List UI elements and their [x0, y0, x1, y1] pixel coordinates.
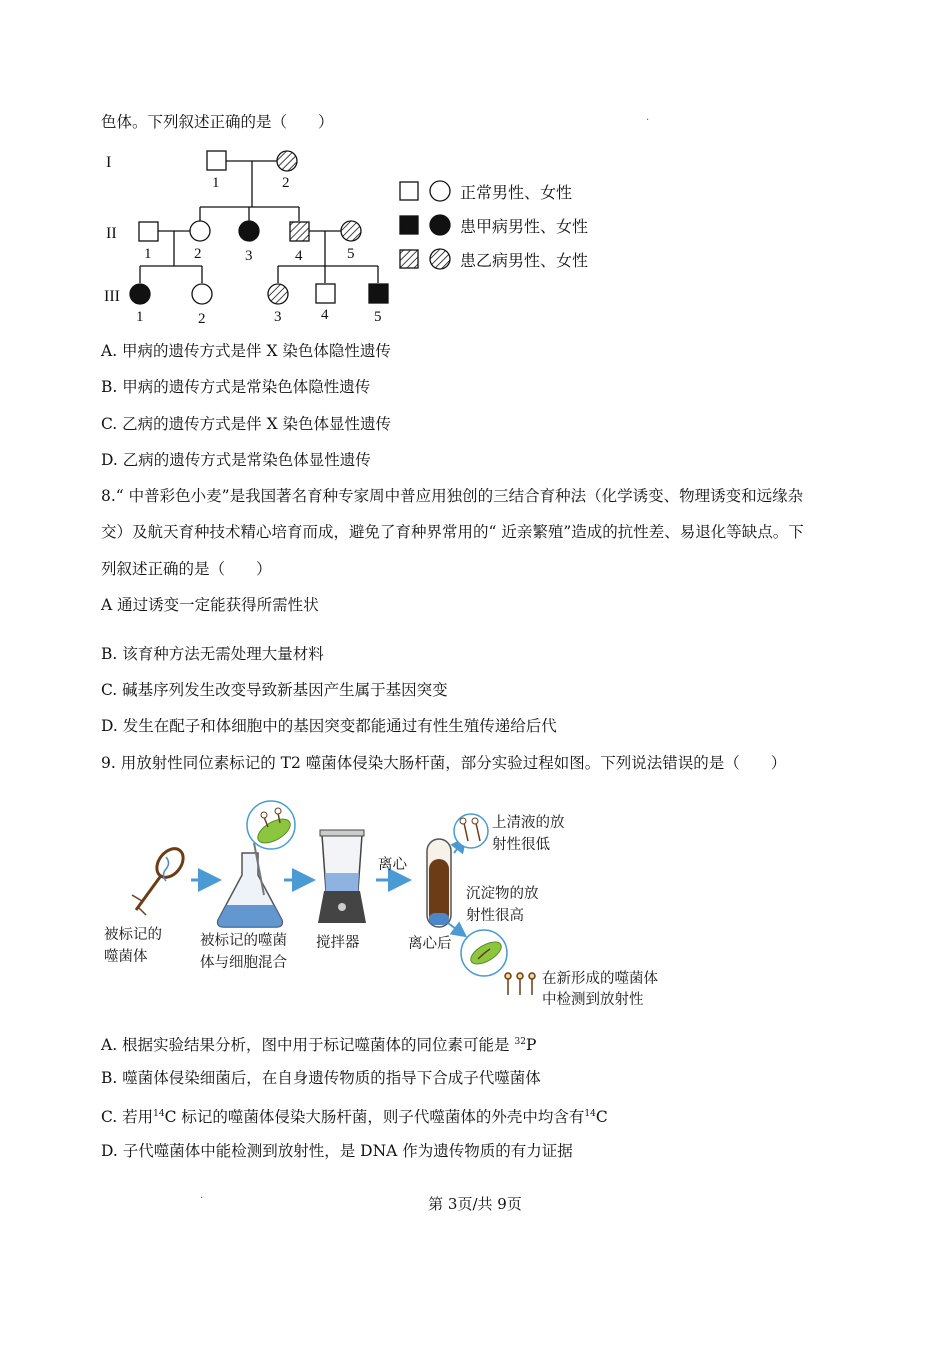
- q8-stem-line-2: 交）及航天育种技术精心培育而成，避免了育种界常用的“ 近亲繁殖”造成的抗性差、易退化等缺点。下: [101, 523, 804, 541]
- q7-option-a: A. 甲病的遗传方式是伴 X 染色体隐性遗传: [101, 342, 391, 360]
- pedigree-num-II-4: 4: [295, 248, 303, 264]
- q9-option-c-sup1: 14: [153, 1109, 165, 1119]
- centrifuge-tube-icon: [427, 839, 451, 927]
- fig-label-labeled-phage-2: 噬菌体: [104, 949, 148, 965]
- legend-disease-b-symbols: [398, 248, 452, 270]
- fig-label-supernatant-1: 上清液的放: [492, 815, 565, 831]
- q8-option-d: D. 发生在配子和体细胞中的基因突变都能通过有性生殖传递给后代: [101, 717, 557, 735]
- q9-option-d: D. 子代噬菌体中能检测到放射性，是 DNA 作为遗传物质的有力证据: [101, 1142, 573, 1160]
- generation-label-1: I: [106, 154, 112, 171]
- pedigree-II-3-disease-a-female: [239, 221, 259, 241]
- q9-option-a-element: P: [525, 1036, 537, 1055]
- legend-disease-a-label: 患甲病男性、女性: [460, 216, 589, 236]
- pedigree-I-2-disease-b-female: [277, 151, 297, 171]
- pedigree-III-4-normal-male: [316, 284, 335, 303]
- pedigree-II-2-normal-female: [190, 221, 210, 241]
- fig-label-stirrer: 搅拌器: [316, 935, 360, 951]
- pedigree-chart: [96, 143, 396, 328]
- pedigree-num-II-5: 5: [347, 246, 355, 262]
- fig-label-new-1: 在新形成的噬菌体: [542, 971, 658, 987]
- q8-option-a: A 通过诱变一定能获得所需性状: [101, 596, 319, 614]
- pedigree-legend: [398, 174, 588, 276]
- pedigree-num-I-1: 1: [212, 175, 220, 191]
- q9-option-c: [101, 1104, 608, 1127]
- legend-disease-a-symbols: [398, 214, 452, 236]
- pedigree-III-1-disease-a-female: [130, 284, 150, 304]
- q9-option-a: [101, 1032, 536, 1055]
- pedigree-num-II-3: 3: [245, 248, 253, 264]
- q9-option-a-text: A. 根据实验结果分析，图中用于标记噬菌体的同位素可能是: [101, 1036, 515, 1055]
- generation-label-3: III: [104, 288, 120, 305]
- pedigree-num-III-1: 1: [136, 309, 144, 325]
- q8-option-b: B. 该育种方法无需处理大量材料: [101, 645, 324, 663]
- q9-option-b: B. 噬菌体侵染细菌后，在自身遗传物质的指导下合成子代噬菌体: [101, 1069, 541, 1087]
- pedigree-III-2-normal-female: [192, 284, 212, 304]
- fig-label-centrifuge: 离心: [378, 857, 407, 873]
- legend-row-disease-a: [398, 208, 588, 242]
- legend-normal-symbols: [398, 180, 452, 202]
- fig-label-labeled-phage-1: 被标记的: [104, 927, 162, 943]
- labeled-phage-icon: [132, 844, 189, 915]
- pedigree-num-II-1: 1: [144, 246, 152, 262]
- pedigree-num-III-2: 2: [198, 311, 206, 327]
- pedigree-num-III-4: 4: [321, 307, 329, 323]
- q9-option-a-sup: 32: [514, 1037, 526, 1047]
- q7-option-c: C. 乙病的遗传方式是伴 X 染色体显性遗传: [101, 415, 392, 433]
- q9-option-c-post: C: [595, 1108, 608, 1127]
- legend-disease-b-label: 患乙病男性、女性: [460, 250, 589, 270]
- q9-option-c-pre: C. 若用: [101, 1108, 154, 1127]
- pedigree-III-3-disease-b-female: [268, 284, 288, 304]
- new-phages-icon: [505, 973, 535, 995]
- q9-option-c-mid: C 标记的噬菌体侵染大肠杆菌，则子代噬菌体的外壳中均含有: [164, 1108, 585, 1127]
- pedigree-num-III-3: 3: [274, 309, 282, 325]
- fig-label-sediment-1: 沉淀物的放: [466, 886, 539, 902]
- pedigree-II-4-disease-b-male: [290, 222, 309, 241]
- page-footer: 第 3页/共 9页: [428, 1195, 522, 1213]
- q8-stem-line-3: 列叙述正确的是（ ）: [101, 560, 272, 578]
- phage-experiment-figure: [96, 795, 696, 1015]
- fig-label-mix-1: 被标记的噬菌: [200, 933, 287, 949]
- fig-label-after-centrifuge: 离心后: [408, 936, 452, 952]
- flask-icon: [218, 843, 283, 927]
- decorative-dot-2: .: [200, 1190, 204, 1201]
- fig-label-mix-2: 体与细胞混合: [200, 955, 287, 971]
- pedigree-II-1-normal-male: [139, 222, 158, 241]
- fig-label-supernatant-2: 射性很低: [492, 837, 550, 853]
- generation-label-2: II: [106, 225, 117, 242]
- q7-option-d: D. 乙病的遗传方式是常染色体显性遗传: [101, 451, 371, 469]
- pedigree-num-I-2: 2: [282, 175, 290, 191]
- fig-label-new-2: 中检测到放射性: [542, 992, 644, 1008]
- q7-option-b: B. 甲病的遗传方式是常染色体隐性遗传: [101, 378, 371, 396]
- legend-row-normal: [398, 174, 588, 208]
- pedigree-I-1-normal-male: [207, 151, 226, 170]
- fig-label-sediment-2: 射性很高: [466, 908, 524, 924]
- blender-icon: [318, 830, 366, 923]
- question-7-tail: 色体。下列叙述正确的是（ ）: [101, 113, 334, 131]
- legend-row-disease-b: [398, 242, 588, 276]
- pedigree-III-5-disease-a-male: [369, 284, 388, 303]
- legend-normal-label: 正常男性、女性: [460, 182, 573, 202]
- pedigree-num-II-2: 2: [194, 246, 202, 262]
- q9-stem: 9. 用放射性同位素标记的 T2 噬菌体侵染大肠杆菌，部分实验过程如图。下列说法错误的是（ ）: [101, 754, 787, 772]
- q9-option-c-sup2: 14: [584, 1109, 596, 1119]
- pedigree-num-III-5: 5: [374, 309, 382, 325]
- decorative-dot: .: [646, 112, 650, 123]
- q8-stem-line-1: 8.“ 中普彩色小麦”是我国著名育种专家周中普应用独创的三结合育种法（化学诱变、物理诱变和远缘杂: [101, 487, 804, 505]
- q8-option-c: C. 碱基序列发生改变导致新基因产生属于基因突变: [101, 681, 448, 699]
- zoom-bubble-supernatant: [454, 814, 488, 848]
- pedigree-II-5-disease-b-female: [341, 221, 361, 241]
